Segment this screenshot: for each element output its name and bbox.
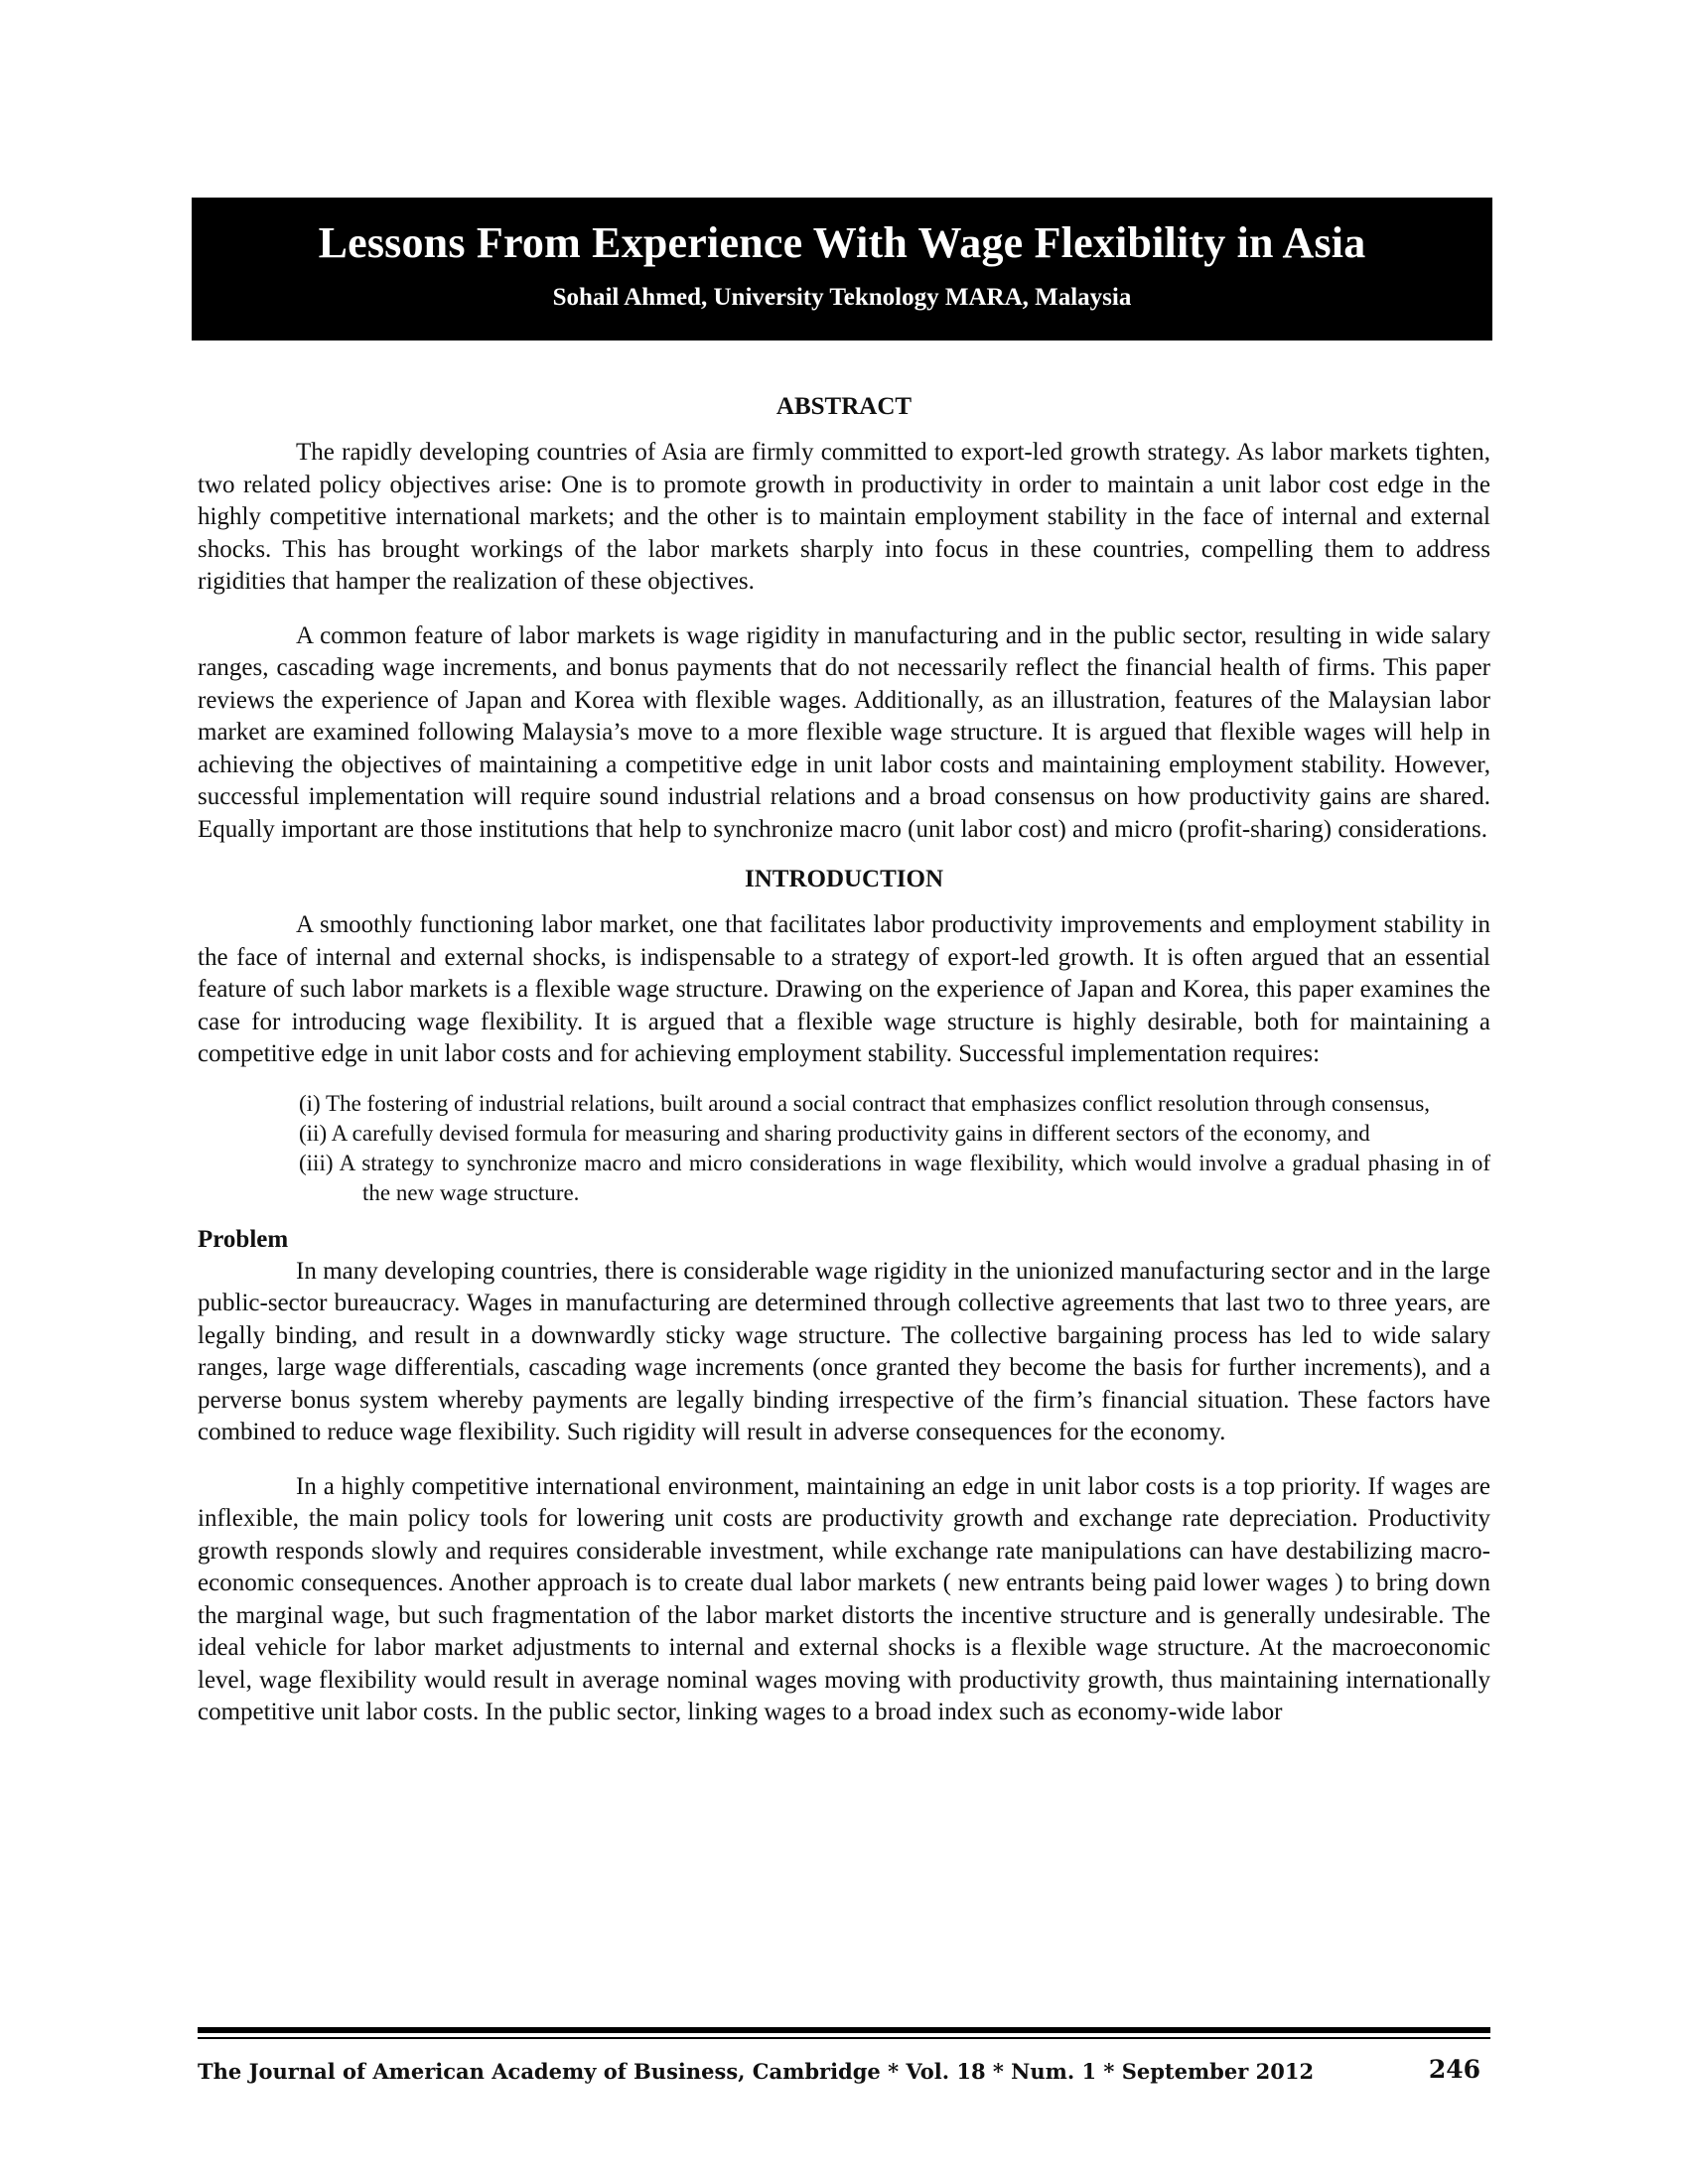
requirements-list [299, 1089, 1490, 1208]
abstract-heading: ABSTRACT [775, 393, 913, 420]
problem-heading: Problem [198, 1225, 289, 1253]
paper-page [198, 0, 1490, 2184]
page-number: 246 [1428, 2055, 1480, 2084]
list-item: (ii) A carefully devised formula for measuring and sharing productivity gains in different sectors of the economy, and [299, 1120, 1370, 1146]
introduction-heading: INTRODUCTION [744, 866, 944, 892]
problem-paragraph: In many developing countries, there is considerable wage rigidity in the unionized manufacturing sector and in the large public-sector bureaucracy. Wages in manufacturing are determined through collective agreements that last two to three years, are legally binding, and result in a downwardly sticky wage structure. The collective bargaining process has led to wide salary ranges, large wage differentials, cascading wage increments (once granted they become the basis for further increments), and a perverse bonus system whereby payments are legally binding irrespective of the firm’s financial situation. These factors have combined to reduce wage flexibility. Such rigidity will result in adverse consequences for the economy. [198, 1257, 1490, 1445]
page-footer [198, 2049, 1490, 2089]
footer-rule [198, 2037, 1490, 2039]
abstract-paragraph: The rapidly developing countries of Asia are firmly committed to export-led growth strategy. As labor markets tighten, two related policy objectives arise: One is to promote growth in productivity in order to maintain a unit labor cost edge in the highly competitive international markets; and the other is to maintain employment stability in the face of internal and external shocks. This has brought workings of the labor markets sharply into focus in these countries, compelling them to address rigidities that hamper the realization of these objectives. [198, 439, 1490, 595]
list-item: (iii) A strategy to synchronize macro and micro considerations in wage flexibility, which would involve a gradual phasing in of the new wage structure. [299, 1150, 1490, 1205]
author-line: Sohail Ahmed, University Teknology MARA, Malaysia [552, 284, 1132, 311]
footer-rule [198, 2027, 1490, 2033]
paper-title: Lessons From Experience With Wage Flexibility in Asia [318, 218, 1366, 267]
title-banner [192, 198, 1492, 341]
journal-citation: The Journal of American Academy of Business, Cambridge * Vol. 18 * Num. 1 * September 2012 [198, 2059, 1315, 2084]
list-item: (i) The fostering of industrial relations, built around a social contract that emphasizes conflict resolution through consensus, [299, 1090, 1431, 1116]
introduction-paragraph: A smoothly functioning labor market, one that facilitates labor productivity improvements and employment stability in the face of internal and external shocks, is indispensable to a strategy of export-led growth. It is often argued that an essential feature of such labor markets is a flexible wage structure. Drawing on the experience of Japan and Korea, this paper examines the case for introducing wage flexibility. It is argued that a flexible wage structure is highly desirable, both for maintaining a competitive edge in unit labor costs and for achieving employment stability. Successful implementation requires: [198, 911, 1490, 1067]
problem-paragraph: In a highly competitive international environment, maintaining an edge in unit labor costs is a top priority. If wages are inflexible, the main policy tools for lowering unit costs are productivity growth and exchange rate depreciation. Productivity growth responds slowly and requires considerable investment, while exchange rate manipulations can have destabilizing macro-economic consequences. Another approach is to create dual labor markets ( new entrants being paid lower wages ) to bring down the marginal wage, but such fragmentation of the labor market distorts the incentive structure and is generally undesirable. The ideal vehicle for labor market adjustments to internal and external shocks is a flexible wage structure. At the macroeconomic level, wage flexibility would result in average nominal wages moving with productivity growth, thus maintaining internationally competitive unit labor costs. In the public sector, linking wages to a broad index such as economy-wide labor [198, 1472, 1490, 1725]
paper-body [198, 383, 1490, 1729]
abstract-paragraph: A common feature of labor markets is wage rigidity in manufacturing and in the public sector, resulting in wide salary ranges, cascading wage increments, and bonus payments that do not necessarily reflect the financial health of firms. This paper reviews the experience of Japan and Korea with flexible wages. Additionally, as an illustration, features of the Malaysian labor market are examined following Malaysia’s move to a more flexible wage structure. It is argued that flexible wages will help in achieving the objectives of maintaining a competitive edge in unit labor costs and maintaining employment stability. However, successful implementation will require sound industrial relations and a broad consensus on how productivity gains are shared. Equally important are those institutions that help to synchronize macro (unit labor cost) and micro (profit-sharing) considerations. [198, 621, 1490, 843]
